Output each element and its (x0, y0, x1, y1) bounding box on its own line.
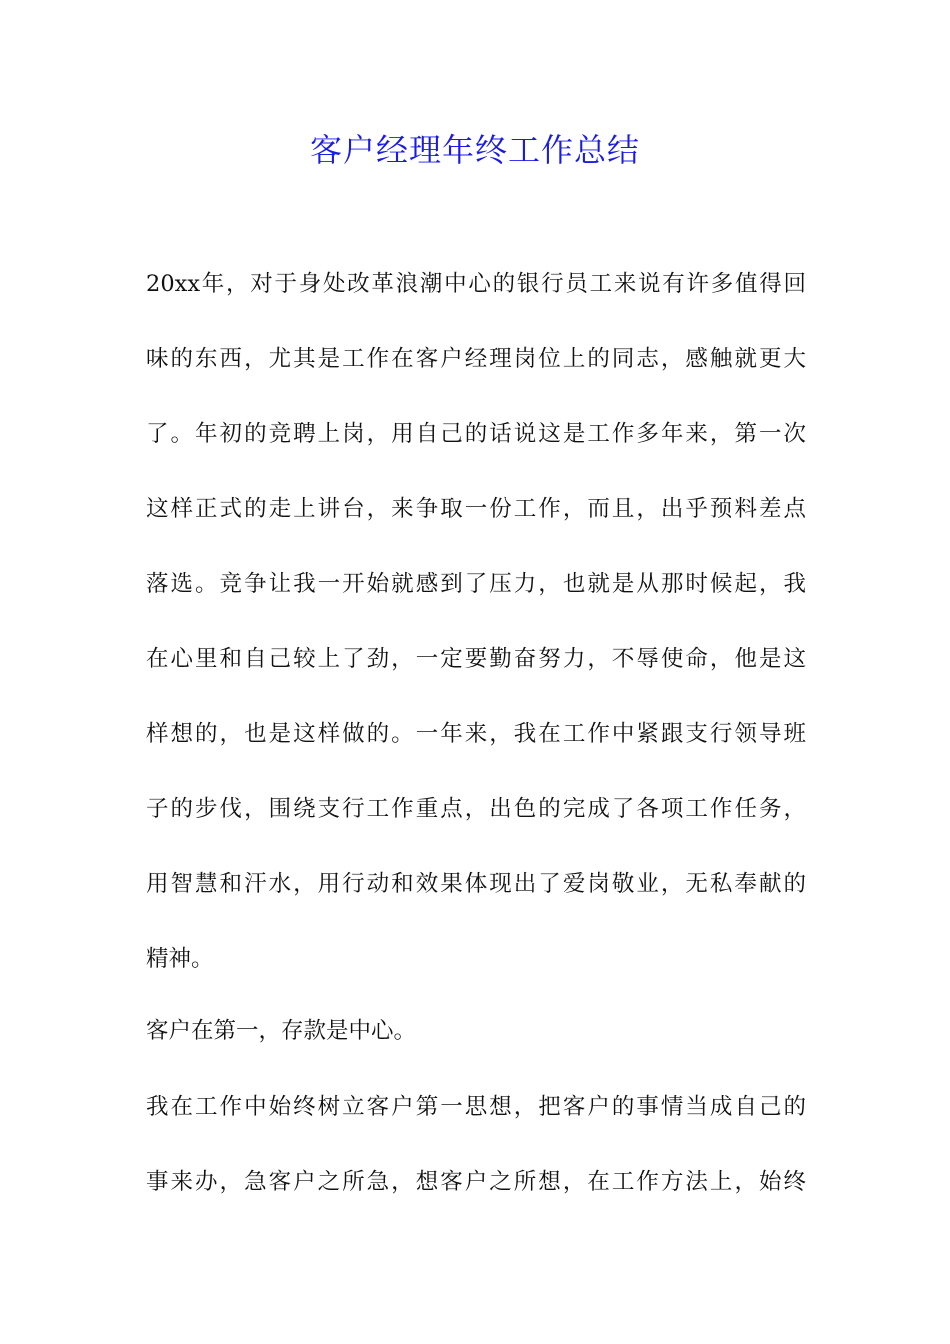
paragraph-line: 子的步伐，围绕支行工作重点，出色的完成了各项工作任务， (146, 796, 806, 822)
paragraph-line: 味的东西，尤其是工作在客户经理岗位上的同志，感触就更大 (146, 346, 806, 372)
paragraph-line: 落选。竞争让我一开始就感到了压力，也就是从那时候起，我 (146, 571, 806, 597)
section-heading-line: 客户在第一，存款是中心。 (146, 1018, 417, 1044)
paragraph-line: 我在工作中始终树立客户第一思想，把客户的事情当成自己的 (146, 1094, 806, 1120)
paragraph-line: 了。年初的竞聘上岗，用自己的话说这是工作多年来，第一次 (146, 421, 806, 447)
paragraph-line: 事来办，急客户之所急，想客户之所想，在工作方法上，始终 (146, 1169, 806, 1195)
document-title: 客户经理年终工作总结 (309, 131, 640, 169)
paragraph-line: 精神。 (146, 946, 214, 972)
paragraph-line: 这样正式的走上讲台，来争取一份工作，而且，出乎预料差点 (146, 496, 806, 522)
paragraph-line: 样想的，也是这样做的。一年来，我在工作中紧跟支行领导班 (146, 721, 806, 747)
paragraph-line: 在心里和自己较上了劲，一定要勤奋努力，不辱使命，他是这 (146, 646, 806, 672)
paragraph-line: 20xx年，对于身处改革浪潮中心的银行员工来说有许多值得回 (146, 271, 806, 297)
paragraph-line: 用智慧和汗水，用行动和效果体现出了爱岗敬业，无私奉献的 (146, 871, 806, 897)
